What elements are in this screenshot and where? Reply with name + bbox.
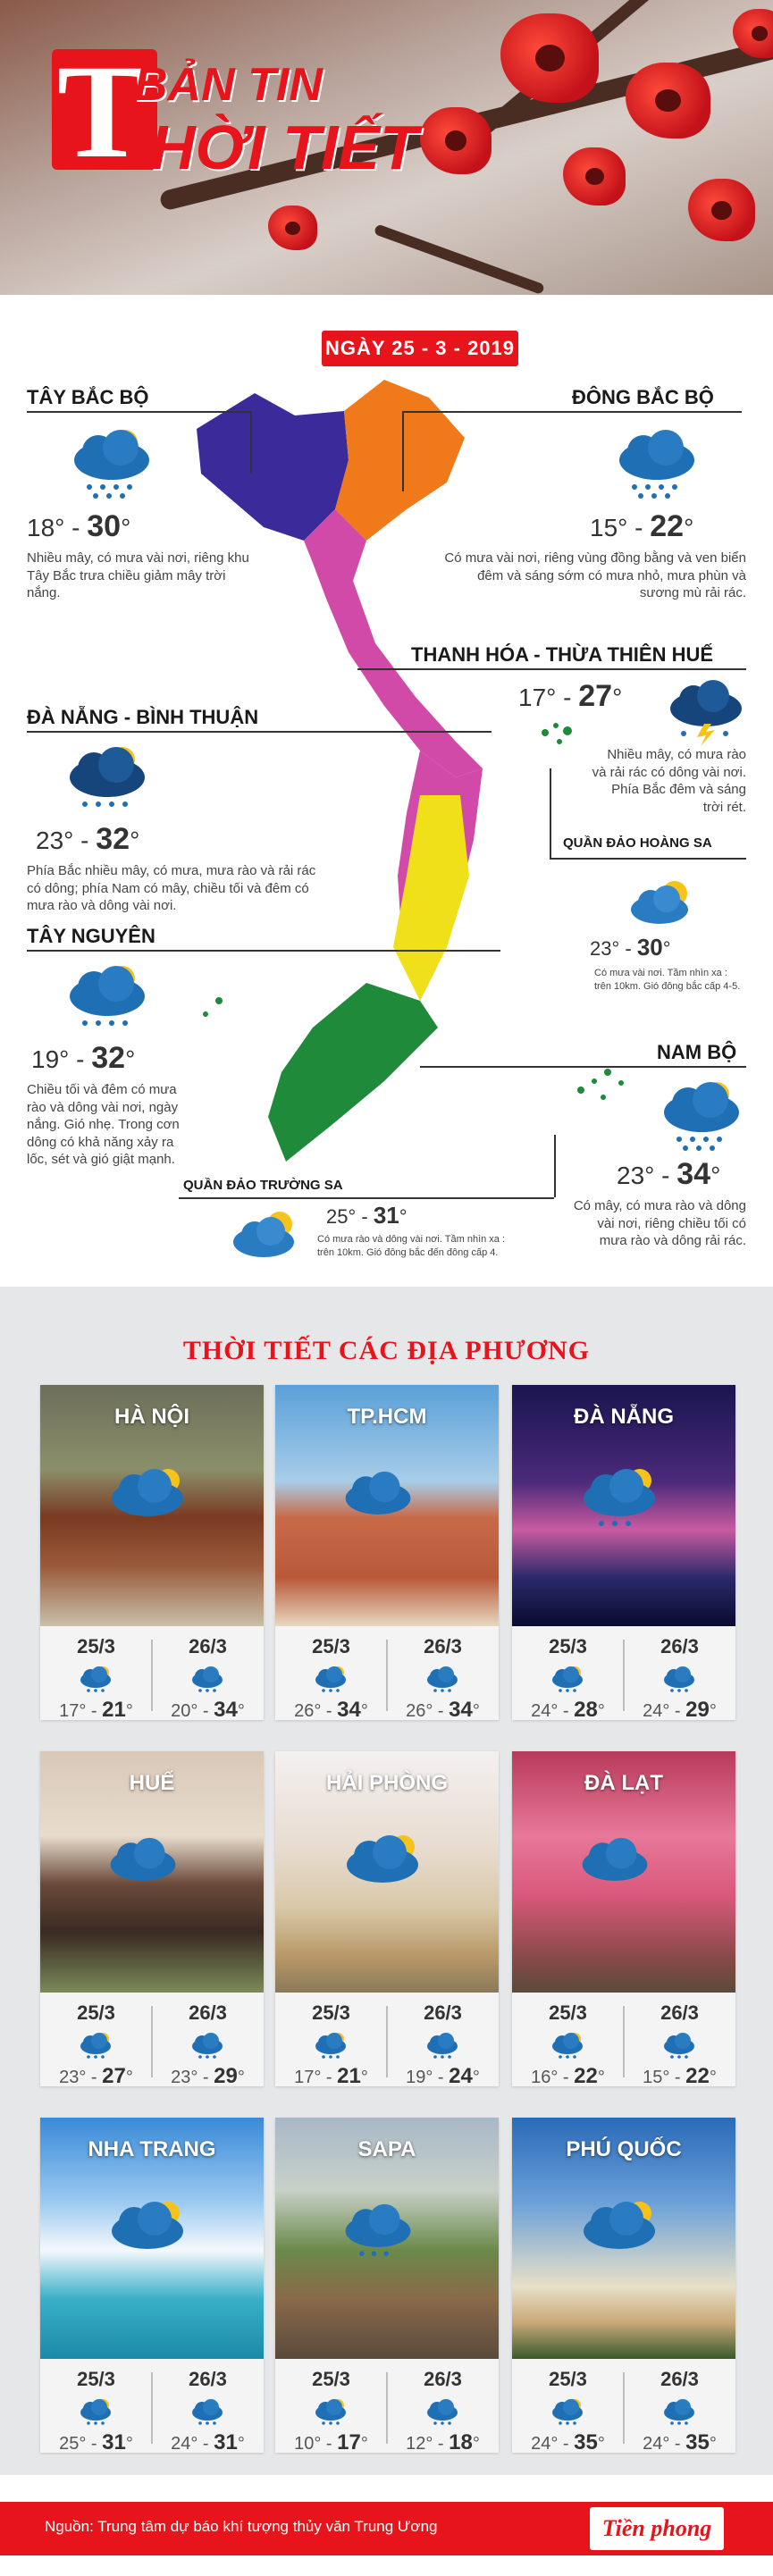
forecast-temp: 26° - 34° bbox=[294, 1698, 368, 1720]
title-line-1: BẢN TIN bbox=[134, 59, 323, 111]
desc-hoang-sa: Có mưa vài nơi. Tầm nhìn xa : trên 10km. Gió đông bắc cấp 4-5. bbox=[594, 968, 741, 992]
small-rain-cloud-icon bbox=[423, 1664, 462, 1699]
leader-line bbox=[27, 950, 500, 952]
small-rain-cloud-icon bbox=[188, 2030, 227, 2065]
rain-cloud-icon bbox=[608, 424, 706, 500]
city-card bbox=[512, 1385, 735, 1720]
small-rain-cloud-icon bbox=[548, 2396, 587, 2431]
forecast-temp: 17° - 21° bbox=[59, 1698, 133, 1720]
city-weather-icon bbox=[98, 2194, 197, 2270]
forecast-date: 25/3 bbox=[312, 2368, 350, 2390]
leader-line bbox=[357, 668, 746, 670]
forecast-temp: 24° - 35° bbox=[531, 2430, 605, 2453]
small-rain-cloud-icon bbox=[188, 1664, 227, 1699]
desc-dong-bac: Có mưa vài nơi, riêng vùng đồng bằng và ven biển đêm và sáng sớm có mưa nhỏ, mưa phùn và sương mù rải rác. bbox=[444, 550, 746, 600]
city-name: SAPA bbox=[357, 2137, 416, 2161]
region-title-dong-bac: ĐÔNG BẮC BỘ bbox=[572, 386, 714, 408]
forecast-temp: 24° - 29° bbox=[643, 1698, 717, 1720]
city-card bbox=[512, 2118, 735, 2453]
leader-line bbox=[27, 731, 492, 733]
flower-graphic bbox=[563, 147, 626, 206]
region-central-highlands bbox=[393, 795, 469, 1001]
small-rain-cloud-icon bbox=[76, 1664, 115, 1699]
region-south bbox=[268, 983, 438, 1162]
leader-line bbox=[420, 1066, 746, 1068]
leader-line bbox=[402, 411, 742, 413]
footer-source: Nguồn: Trung tâm dự báo khí tượng thủy văn Trung Ương bbox=[45, 2518, 438, 2535]
small-rain-cloud-icon bbox=[423, 2030, 462, 2065]
small-rain-cloud-icon bbox=[660, 1664, 699, 1699]
city-name: HÀ NỘI bbox=[114, 1405, 189, 1429]
forecast-temp: 20° - 34° bbox=[171, 1698, 245, 1720]
flower-graphic bbox=[268, 206, 317, 250]
city-card bbox=[275, 1751, 499, 2086]
storm-cloud-icon bbox=[661, 675, 751, 746]
island-dot bbox=[203, 1011, 208, 1017]
title-line-2: HỜI TIẾT bbox=[150, 113, 418, 182]
forecast-temp: 25° - 31° bbox=[59, 2430, 133, 2453]
forecast-temp: 24° - 35° bbox=[643, 2430, 717, 2453]
small-rain-cloud-icon bbox=[423, 2396, 462, 2431]
forecast-date: 26/3 bbox=[424, 1635, 462, 1657]
temp-hoang-sa: 23° - 30° bbox=[590, 934, 671, 961]
region-title-nam-bo: NAM BỘ bbox=[657, 1041, 737, 1063]
city-name: TP.HCM bbox=[347, 1405, 427, 1429]
island-dot bbox=[215, 997, 223, 1004]
forecast-date: 26/3 bbox=[660, 2368, 699, 2390]
forecast-date: 26/3 bbox=[424, 2001, 462, 2024]
region-title-tay-nguyen: TÂY NGUYÊN bbox=[27, 925, 155, 947]
leader-line bbox=[402, 411, 404, 491]
city-weather-icon bbox=[333, 1461, 423, 1537]
rain-cloud-icon bbox=[63, 424, 161, 500]
leader-line bbox=[550, 768, 551, 858]
city-weather-icon bbox=[98, 1827, 188, 1903]
region-title-tay-bac: TÂY BẮC BỘ bbox=[27, 386, 149, 408]
forecast-date: 26/3 bbox=[660, 1635, 699, 1657]
map-section bbox=[0, 295, 773, 1287]
small-rain-cloud-icon bbox=[311, 2396, 350, 2431]
forecast-date: 25/3 bbox=[77, 2001, 115, 2024]
city-weather-icon bbox=[570, 1827, 660, 1903]
city-name: ĐÀ NẴNG bbox=[574, 1405, 674, 1429]
city-name: HẢI PHÒNG bbox=[325, 1771, 448, 1795]
rain-cloud-icon bbox=[652, 1077, 751, 1153]
city-name: PHÚ QUỐC bbox=[566, 2137, 682, 2161]
flower-graphic bbox=[626, 63, 710, 138]
desc-nam-bo: Có mây, có mưa rào và dông vài nơi, riêng chiều tối có mưa rào và dông rải rác. bbox=[573, 1198, 746, 1248]
region-title-hoang-sa: QUẦN ĐẢO HOÀNG SA bbox=[563, 835, 712, 851]
small-rain-cloud-icon bbox=[548, 2030, 587, 2065]
city-card bbox=[40, 1751, 264, 2086]
forecast-temp: 12° - 18° bbox=[406, 2430, 480, 2453]
temp-truong-sa: 25° - 31° bbox=[326, 1202, 408, 1229]
city-weather-icon bbox=[98, 1461, 197, 1537]
flower-graphic bbox=[420, 107, 492, 174]
city-card bbox=[40, 2118, 264, 2453]
city-weather-icon bbox=[570, 2194, 668, 2270]
desc-tay-nguyen: Chiều tối và đêm có mưa rào và dông vài nơi, ngày nắng. Gió nhẹ. Trong cơn dông có khả năng xảy ra lốc, sét và gió giật mạnh. bbox=[27, 1082, 180, 1167]
forecast-date: 25/3 bbox=[312, 2001, 350, 2024]
tien-phong-logo: Tiền phong bbox=[590, 2507, 724, 2550]
temp-tay-bac: 18° - 30° bbox=[27, 509, 131, 543]
cities-title: THỜI TIẾT CÁC ĐỊA PHƯƠNG bbox=[182, 1336, 591, 1365]
city-name: ĐÀ LẠT bbox=[584, 1771, 663, 1795]
leader-line bbox=[550, 858, 746, 860]
forecast-temp: 24° - 28° bbox=[531, 1698, 605, 1720]
forecast-date: 25/3 bbox=[549, 1635, 587, 1657]
truong-sa-islands bbox=[572, 1063, 634, 1117]
city-name: NHA TRANG bbox=[88, 2137, 216, 2161]
forecast-date: 26/3 bbox=[660, 2001, 699, 2024]
forecast-date: 26/3 bbox=[189, 1635, 227, 1657]
header-banner bbox=[0, 0, 773, 295]
city-name: HUẾ bbox=[129, 1771, 175, 1795]
forecast-temp: 17° - 21° bbox=[294, 2064, 368, 2086]
forecast-temp: 26° - 34° bbox=[406, 1698, 480, 1720]
rain-cloud-icon bbox=[58, 742, 156, 818]
city-weather-icon bbox=[333, 1827, 432, 1903]
region-title-truong-sa: QUẦN ĐẢO TRƯỜNG SA bbox=[183, 1178, 343, 1193]
temp-nam-bo: 23° - 34° bbox=[617, 1157, 721, 1191]
desc-truong-sa: Có mưa rào và dông vài nơi. Tầm nhìn xa : trên 10km. Gió đông bắc đến đông cấp 4. bbox=[317, 1234, 506, 1258]
sun-cloud-icon bbox=[626, 876, 697, 934]
region-northeast bbox=[335, 380, 465, 541]
small-rain-cloud-icon bbox=[548, 1664, 587, 1699]
forecast-temp: 19° - 24° bbox=[406, 2064, 480, 2086]
flower-graphic bbox=[688, 179, 755, 241]
sun-cloud-icon bbox=[228, 1206, 304, 1264]
city-weather-icon bbox=[333, 2194, 423, 2270]
forecast-date: 25/3 bbox=[549, 2368, 587, 2390]
cities-section bbox=[0, 1287, 773, 2475]
desc-tay-bac: Nhiều mây, có mưa vài nơi, riêng khu Tây Bắc trưa chiều giảm mây trời nắng. bbox=[27, 550, 249, 600]
temp-thanh-hoa: 17° - 27° bbox=[518, 679, 623, 713]
vietnam-map bbox=[179, 375, 599, 1162]
desc-thanh-hoa: Nhiều mây, có mưa rào và rải rác có dông vài nơi. Phía Bắc đêm và sáng trời rét. bbox=[592, 747, 746, 815]
forecast-date: 25/3 bbox=[312, 1635, 350, 1657]
small-rain-cloud-icon bbox=[311, 2030, 350, 2065]
forecast-temp: 15° - 22° bbox=[643, 2064, 717, 2086]
branch-graphic bbox=[374, 223, 545, 295]
city-card bbox=[275, 1385, 499, 1720]
desc-da-nang: Phía Bắc nhiều mây, có mưa, mưa rào và rải rác có dông; phía Nam có mây, chiều tối và đêm có mưa rào và dông vài nơi. bbox=[27, 863, 316, 913]
city-card bbox=[40, 1385, 264, 1720]
small-rain-cloud-icon bbox=[311, 1664, 350, 1699]
forecast-temp: 23° - 27° bbox=[59, 2064, 133, 2086]
forecast-date: 26/3 bbox=[189, 2368, 227, 2390]
region-northwest bbox=[197, 393, 349, 541]
forecast-date: 26/3 bbox=[424, 2368, 462, 2390]
leader-line bbox=[27, 411, 250, 413]
city-card bbox=[275, 2118, 499, 2453]
forecast-temp: 10° - 17° bbox=[294, 2430, 368, 2453]
forecast-temp: 23° - 29° bbox=[171, 2064, 245, 2086]
footer bbox=[0, 2475, 773, 2576]
forecast-date: 26/3 bbox=[189, 2001, 227, 2024]
region-title-da-nang: ĐÀ NẴNG - BÌNH THUẬN bbox=[27, 706, 259, 728]
region-title-thanh-hoa: THANH HÓA - THỪA THIÊN HUẾ bbox=[411, 643, 714, 666]
small-rain-cloud-icon bbox=[76, 2396, 115, 2431]
temp-dong-bac: 15° - 22° bbox=[590, 509, 694, 543]
rain-cloud-icon bbox=[58, 961, 156, 1036]
city-weather-icon bbox=[570, 1461, 668, 1537]
flower-graphic bbox=[500, 13, 599, 103]
leader-line bbox=[179, 1197, 554, 1199]
forecast-date: 25/3 bbox=[77, 2368, 115, 2390]
forecast-temp: 24° - 31° bbox=[171, 2430, 245, 2453]
forecast-temp: 16° - 22° bbox=[531, 2064, 605, 2086]
small-rain-cloud-icon bbox=[188, 2396, 227, 2431]
small-rain-cloud-icon bbox=[660, 2030, 699, 2065]
small-rain-cloud-icon bbox=[660, 2396, 699, 2431]
leader-line bbox=[554, 1135, 556, 1197]
forecast-date: 25/3 bbox=[549, 2001, 587, 2024]
hoang-sa-islands bbox=[536, 715, 590, 768]
small-rain-cloud-icon bbox=[76, 2030, 115, 2065]
date-badge: NGÀY 25 - 3 - 2019 bbox=[322, 331, 518, 366]
forecast-date: 25/3 bbox=[77, 1635, 115, 1657]
temp-da-nang: 23° - 32° bbox=[36, 822, 140, 856]
temp-tay-nguyen: 19° - 32° bbox=[31, 1041, 136, 1075]
title-letter-t: T bbox=[57, 38, 147, 186]
leader-line bbox=[250, 411, 252, 474]
city-card bbox=[512, 1751, 735, 2086]
